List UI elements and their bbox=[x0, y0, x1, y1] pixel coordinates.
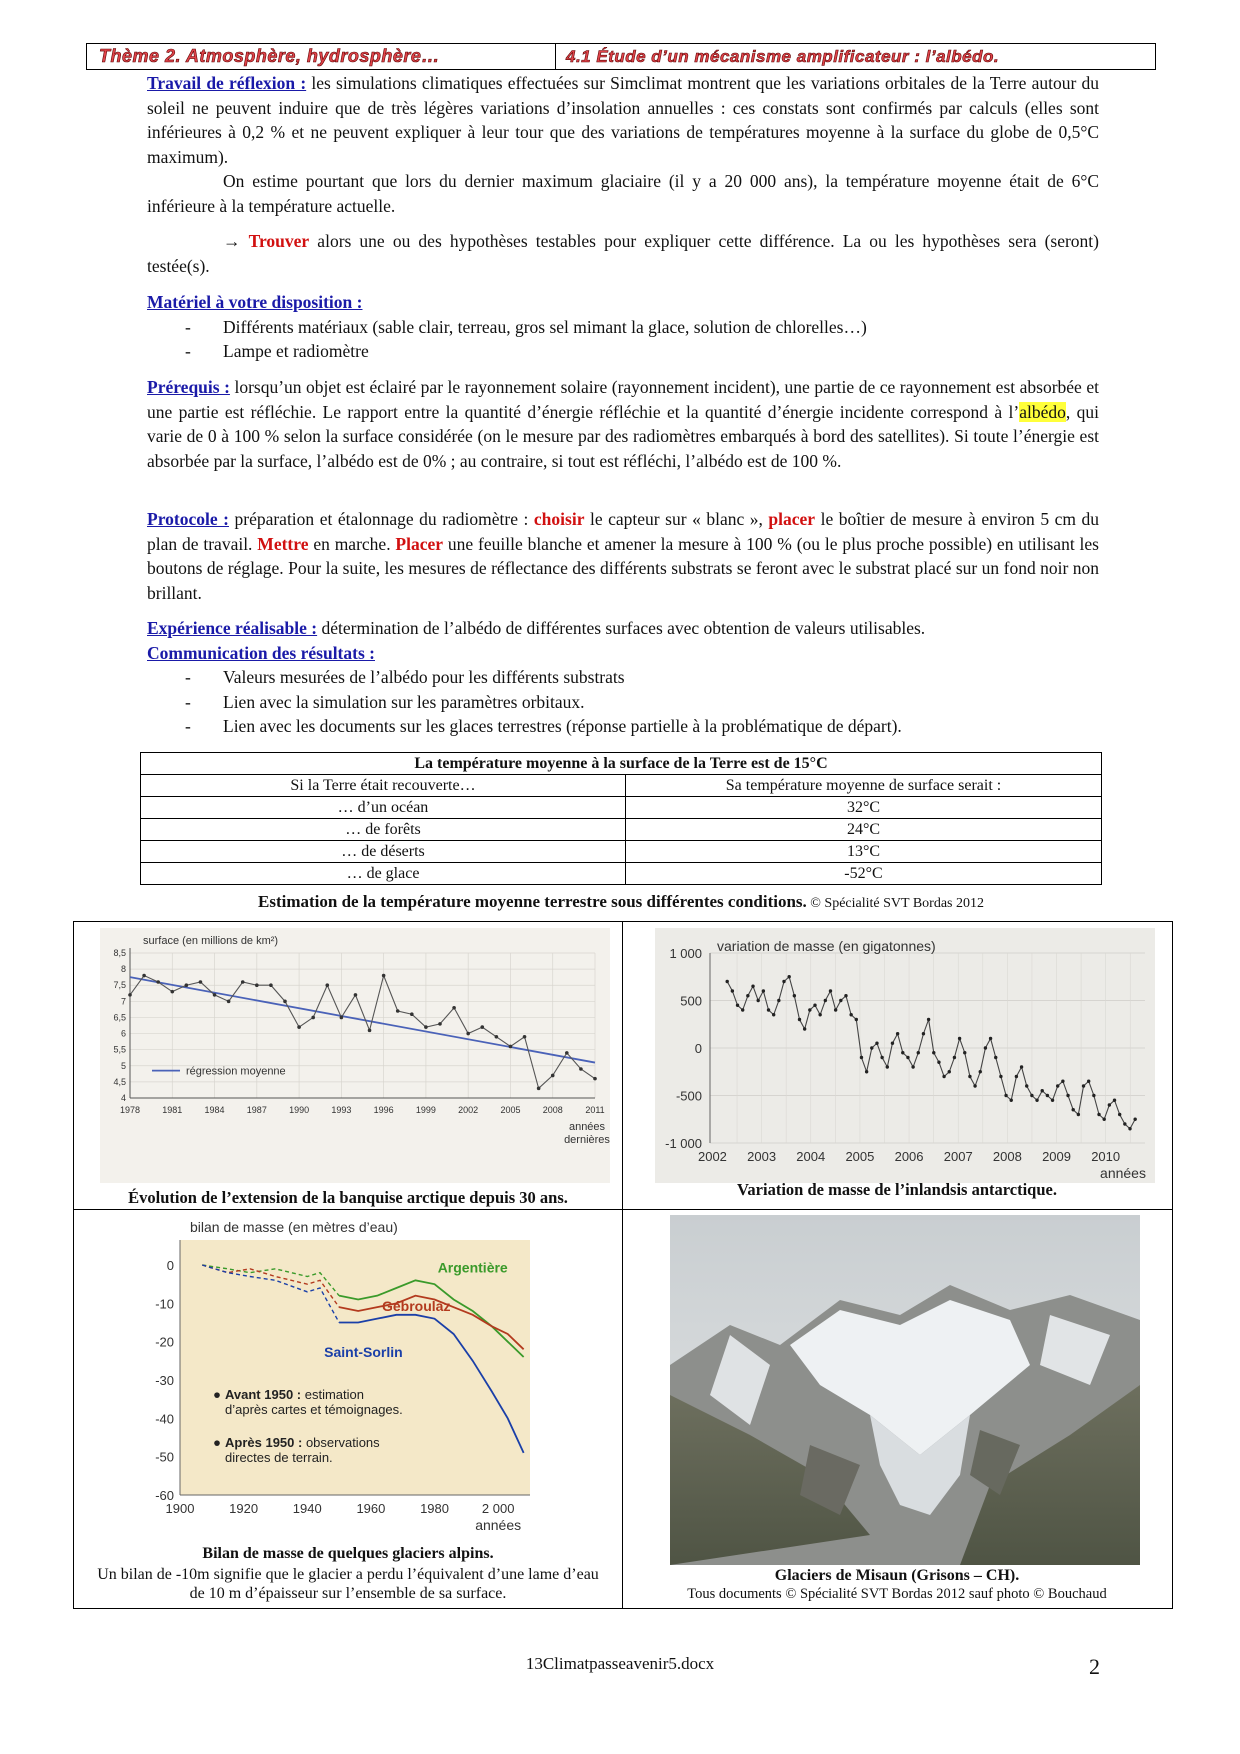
data-point bbox=[813, 1004, 816, 1007]
data-point bbox=[1113, 1099, 1116, 1102]
protocole-verb: Placer bbox=[395, 533, 444, 554]
annotation-text: Avant 1950 : estimation bbox=[225, 1387, 364, 1403]
data-point bbox=[1077, 1113, 1080, 1116]
x-tick-label: 2006 bbox=[894, 1149, 924, 1164]
y-tick-label: -30 bbox=[155, 1373, 174, 1388]
travail-heading: Travail de réflexion : bbox=[147, 73, 307, 93]
data-point bbox=[1051, 1099, 1054, 1102]
x-tick-label: 1960 bbox=[356, 1501, 386, 1516]
data-point bbox=[834, 1008, 837, 1011]
data-point bbox=[844, 994, 847, 997]
data-point bbox=[283, 1000, 287, 1004]
data-point bbox=[255, 983, 259, 987]
data-point bbox=[932, 1051, 935, 1054]
data-point bbox=[1097, 1113, 1100, 1116]
y-tick-label: 7 bbox=[120, 996, 126, 1007]
y-tick-label: -50 bbox=[155, 1449, 174, 1465]
data-point bbox=[731, 989, 734, 992]
x-tick-label: 1900 bbox=[165, 1501, 195, 1516]
prerequis-block bbox=[147, 375, 1099, 473]
bullet-icon bbox=[214, 1440, 220, 1446]
data-point bbox=[901, 1051, 904, 1054]
y-tick-label: 8 bbox=[120, 964, 126, 975]
data-point bbox=[746, 994, 749, 997]
data-point bbox=[480, 1025, 484, 1029]
page-header bbox=[86, 43, 1156, 70]
fig4-credit: Tous documents © Spécialité SVT Bordas 2012 sauf photo © Bouchaud bbox=[687, 1586, 1107, 1602]
data-point bbox=[1102, 1118, 1105, 1121]
data-point bbox=[891, 1042, 894, 1045]
data-point bbox=[818, 1013, 821, 1016]
annotation-text: d’après cartes et témoignages. bbox=[225, 1402, 403, 1418]
x-axis-label: dernières bbox=[564, 1134, 610, 1146]
protocole-verb: placer bbox=[768, 509, 816, 529]
data-point bbox=[839, 999, 842, 1002]
y-axis-label: variation de masse (en gigatonnes) bbox=[717, 938, 936, 954]
alpine-glaciers-chart bbox=[150, 1215, 560, 1545]
data-point bbox=[937, 1061, 940, 1064]
data-point bbox=[1035, 1099, 1038, 1102]
data-point bbox=[1061, 1080, 1064, 1083]
data-point bbox=[1015, 1075, 1018, 1078]
travail-text2: On estime pourtant que lors du dernier maximum glaciaire (il y a 20 000 ans), la température moyenne était de 6°C inférieure à la température actuelle. bbox=[147, 171, 1099, 216]
data-point bbox=[368, 1029, 372, 1033]
data-point bbox=[579, 1067, 583, 1071]
y-tick-label: 6,5 bbox=[113, 1012, 126, 1023]
protocole-text: une feuille blanche et amener la mesure à 100 % (ou le plus proche possible) en utilisant les boutons de réglage. Pour la suite, les mesures de réflectance des différents substrats se feront avec le substrat placé sur un fond noir non brillant. bbox=[147, 533, 1099, 603]
data-point bbox=[984, 1046, 987, 1049]
table-caption-text: Estimation de la température moyenne terrestre sous différentes conditions. bbox=[257, 892, 807, 911]
data-point bbox=[1092, 1094, 1095, 1097]
data-point bbox=[1025, 1084, 1028, 1087]
data-point bbox=[741, 1008, 744, 1011]
table-row bbox=[141, 841, 1102, 863]
data-point bbox=[354, 993, 358, 997]
y-tick-label: 5,5 bbox=[113, 1044, 126, 1055]
y-tick-label: -40 bbox=[155, 1411, 174, 1427]
data-point bbox=[855, 1018, 858, 1021]
x-tick-label: 1990 bbox=[289, 1105, 310, 1115]
protocole-verb: Mettre bbox=[257, 533, 309, 554]
x-tick-label: 2008 bbox=[542, 1105, 563, 1115]
list-item: - Valeurs mesurées de l’albédo pour les différents substrats bbox=[147, 665, 1099, 690]
data-point bbox=[860, 1056, 863, 1059]
data-point bbox=[772, 1013, 775, 1016]
data-point bbox=[979, 1070, 982, 1073]
series-label: Gébroulaz bbox=[381, 1298, 451, 1314]
x-tick-label: 1984 bbox=[204, 1105, 225, 1115]
experience-text: détermination de l’albédo de différentes surfaces avec obtention de valeurs utilisables. bbox=[317, 618, 926, 638]
list-item: - Lien avec les documents sur les glaces terrestres (réponse partielle à la problématique de départ). bbox=[147, 714, 1099, 739]
y-tick-label: -20 bbox=[155, 1334, 174, 1350]
y-tick-label: 1 000 bbox=[669, 946, 702, 961]
x-tick-label: 2004 bbox=[796, 1149, 826, 1164]
data-point bbox=[213, 993, 217, 997]
x-tick-label: 2 000 bbox=[481, 1501, 515, 1516]
travail-text3: alors une ou des hypothèses testables pour expliquer cette différence. La ou les hypothèses sera (seront) testée(s). bbox=[147, 231, 1099, 276]
table-cell: 24°C bbox=[626, 819, 1102, 841]
table-cell: … d’un océan bbox=[141, 797, 626, 819]
legend-label: régression moyenne bbox=[186, 1065, 286, 1078]
data-point bbox=[994, 1056, 997, 1059]
y-tick-label: 0 bbox=[166, 1258, 174, 1273]
data-point bbox=[870, 1046, 873, 1049]
table-title: La température moyenne à la surface de la Terre est de 15°C bbox=[141, 753, 1102, 775]
protocole-verb: choisir bbox=[533, 509, 585, 529]
x-tick-label: 1996 bbox=[373, 1105, 394, 1115]
data-point bbox=[128, 993, 132, 997]
data-point bbox=[495, 1035, 499, 1039]
table-cell: 32°C bbox=[626, 797, 1102, 819]
arrow-icon: → bbox=[223, 231, 249, 251]
data-point bbox=[227, 1000, 231, 1004]
prerequis-text-b: , qui varie de 0 à 100 % selon la surface considérée (on le mesure par des radiomètres embarqués à bord des satellites). Si toute l’énergie est absorbée par la surface, l’albédo est de 0% ; au contraire, si tout est réfléchi, l’albédo est de 100 %. bbox=[147, 401, 1099, 471]
y-tick-label: 8,5 bbox=[113, 948, 126, 958]
data-point bbox=[509, 1045, 513, 1049]
theme-title: Thème 2. Atmosphère, hydrosphère… bbox=[87, 44, 556, 69]
data-point bbox=[927, 1018, 930, 1021]
chart-background bbox=[100, 928, 610, 1183]
data-point bbox=[787, 975, 790, 978]
fig3-caption: Bilan de masse de quelques glaciers alpins. bbox=[202, 1545, 494, 1562]
data-point bbox=[424, 1025, 428, 1029]
table-header: Si la Terre était recouverte… bbox=[141, 775, 626, 797]
protocole-block bbox=[147, 507, 1099, 605]
y-axis-label: bilan de masse (en mètres d’eau) bbox=[190, 1219, 398, 1235]
fig4-caption: Glaciers de Misaun (Grisons – CH). bbox=[774, 1567, 1020, 1584]
travail-verb: Trouver bbox=[248, 231, 310, 251]
data-point bbox=[948, 1070, 951, 1073]
data-point bbox=[199, 980, 203, 984]
table-row bbox=[141, 819, 1102, 841]
data-point bbox=[593, 1077, 597, 1081]
y-tick-label: -10 bbox=[155, 1296, 174, 1312]
data-point bbox=[1030, 1094, 1033, 1097]
y-tick-label: -1 000 bbox=[665, 1136, 702, 1151]
data-point bbox=[824, 999, 827, 1002]
data-point bbox=[438, 1022, 442, 1026]
data-point bbox=[185, 983, 189, 987]
x-tick-label: 1987 bbox=[246, 1105, 267, 1115]
figures-divider-v bbox=[622, 921, 623, 1608]
data-point bbox=[170, 990, 174, 994]
communication-heading: Communication des résultats : bbox=[147, 642, 375, 663]
data-point bbox=[953, 1056, 956, 1059]
data-point bbox=[736, 1004, 739, 1007]
annotation-text: directes de terrain. bbox=[225, 1450, 333, 1466]
data-point bbox=[142, 974, 146, 978]
data-point bbox=[875, 1042, 878, 1045]
protocole-heading: Protocole : bbox=[147, 509, 229, 529]
table-cell: 13°C bbox=[626, 841, 1102, 863]
series-label: Saint-Sorlin bbox=[324, 1344, 403, 1360]
data-point bbox=[968, 1075, 971, 1078]
x-tick-label: 1978 bbox=[119, 1105, 141, 1115]
x-tick-label: 1981 bbox=[162, 1105, 183, 1115]
data-point bbox=[896, 1032, 899, 1035]
data-point bbox=[767, 1008, 770, 1011]
bullet-icon bbox=[214, 1392, 220, 1398]
data-point bbox=[726, 980, 729, 983]
data-point bbox=[297, 1025, 301, 1029]
data-point bbox=[751, 985, 754, 988]
data-point bbox=[1118, 1113, 1121, 1116]
table-row bbox=[141, 863, 1102, 885]
data-point bbox=[1020, 1065, 1023, 1068]
experience-block bbox=[147, 616, 1099, 739]
protocole-text: en marche. bbox=[308, 533, 396, 554]
y-tick-label: 500 bbox=[680, 993, 702, 1009]
x-tick-label: 1999 bbox=[415, 1105, 436, 1115]
experience-heading: Expérience réalisable : bbox=[147, 618, 318, 638]
x-axis-label: années bbox=[475, 1517, 522, 1533]
data-point bbox=[886, 1065, 889, 1068]
data-point bbox=[808, 1008, 811, 1011]
x-tick-label: 2010 bbox=[1091, 1149, 1121, 1164]
y-tick-label: -500 bbox=[675, 1088, 702, 1104]
data-point bbox=[829, 989, 832, 992]
data-point bbox=[911, 1065, 914, 1068]
data-point bbox=[565, 1051, 569, 1055]
data-point bbox=[1087, 1080, 1090, 1083]
data-point bbox=[917, 1051, 920, 1054]
antarctic-mass-chart bbox=[655, 928, 1155, 1183]
data-point bbox=[466, 1032, 470, 1036]
data-point bbox=[1041, 1089, 1044, 1092]
data-point bbox=[958, 1037, 961, 1040]
data-point bbox=[762, 989, 765, 992]
x-axis-label: années bbox=[1100, 1165, 1146, 1181]
table-credit: © Spécialité SVT Bordas 2012 bbox=[806, 896, 984, 911]
data-point bbox=[777, 999, 780, 1002]
data-point bbox=[1066, 1094, 1069, 1097]
y-tick-label: 4,5 bbox=[113, 1076, 126, 1087]
data-point bbox=[1082, 1084, 1085, 1087]
albedo-highlight: albédo bbox=[1019, 401, 1066, 422]
data-point bbox=[793, 994, 796, 997]
list-item: - Différents matériaux (sable clair, terreau, gros sel mimant la glace, solution de chlorelles…) bbox=[147, 315, 1099, 340]
fig1-caption: Évolution de l’extension de la banquise arctique depuis 30 ans. bbox=[128, 1188, 568, 1207]
data-point bbox=[756, 999, 759, 1002]
y-tick-label: -60 bbox=[155, 1488, 174, 1503]
table-cell: … de déserts bbox=[141, 841, 626, 863]
glacier-photo bbox=[670, 1215, 1140, 1565]
data-point bbox=[999, 1075, 1002, 1078]
fig3-note: Un bilan de -10m signifie que le glacier a perdu l’équivalent d’une lame d’eau de 10 m d’épaisseur sur l’ensemble de sa surface. bbox=[97, 1566, 599, 1602]
prerequis-heading: Prérequis : bbox=[147, 377, 230, 397]
temperature-table bbox=[140, 752, 1102, 885]
y-tick-label: 4 bbox=[120, 1093, 126, 1103]
table-cell: … de forêts bbox=[141, 819, 626, 841]
data-point bbox=[973, 1084, 976, 1087]
data-point bbox=[1010, 1099, 1013, 1102]
table-caption bbox=[140, 892, 1102, 912]
x-tick-label: 2002 bbox=[697, 1149, 727, 1164]
travail-block bbox=[147, 71, 1099, 278]
data-point bbox=[798, 1018, 801, 1021]
data-point bbox=[1056, 1084, 1059, 1087]
sea-ice-chart bbox=[100, 928, 610, 1183]
data-point bbox=[537, 1087, 541, 1091]
x-tick-label: 1993 bbox=[331, 1105, 352, 1115]
footer-filename: 13Climatpasseavenir5.docx bbox=[525, 1654, 715, 1673]
prerequis-text-a: lorsqu’un objet est éclairé par le rayonnement solaire (rayonnement incident), une partie de ce rayonnement est absorbée et une partie est réfléchie. Le rapport entre la quantité d’énergie réfléchie et la quantité d’énergie incidente correspond à l’ bbox=[147, 377, 1099, 422]
data-point bbox=[311, 1016, 315, 1020]
data-point bbox=[865, 1070, 868, 1073]
y-tick-label: 7,5 bbox=[113, 980, 126, 991]
data-point bbox=[922, 1032, 925, 1035]
y-tick-label: 5 bbox=[120, 1060, 126, 1071]
data-point bbox=[849, 1013, 852, 1016]
x-tick-label: 2005 bbox=[500, 1105, 521, 1115]
data-point bbox=[989, 1037, 992, 1040]
data-point bbox=[452, 1006, 456, 1010]
data-point bbox=[880, 1056, 883, 1059]
x-tick-label: 2009 bbox=[1042, 1149, 1071, 1164]
data-point bbox=[782, 980, 785, 983]
data-point bbox=[1123, 1122, 1126, 1125]
x-tick-label: 2011 bbox=[585, 1105, 605, 1115]
data-point bbox=[1004, 1094, 1007, 1097]
series-label: Argentière bbox=[437, 1259, 508, 1276]
list-item: - Lampe et radiomètre bbox=[147, 339, 1099, 364]
data-point bbox=[551, 1074, 555, 1078]
x-tick-label: 1920 bbox=[229, 1501, 259, 1516]
data-point bbox=[396, 1009, 400, 1013]
data-point bbox=[156, 980, 160, 984]
data-point bbox=[325, 983, 329, 987]
list-item: - Lien avec la simulation sur les paramètres orbitaux. bbox=[147, 690, 1099, 715]
table-cell: … de glace bbox=[141, 863, 626, 885]
y-axis-label: surface (en millions de km²) bbox=[143, 935, 279, 947]
data-point bbox=[1133, 1118, 1136, 1121]
x-tick-label: 1980 bbox=[420, 1501, 450, 1516]
materiel-block bbox=[147, 290, 1099, 364]
fig2-caption: Variation de masse de l’inlandsis antarctique. bbox=[737, 1180, 1057, 1199]
x-tick-label: 2003 bbox=[747, 1149, 777, 1164]
table-header: Sa température moyenne de surface serait : bbox=[626, 775, 1102, 797]
annotation-text: Après 1950 : observations bbox=[225, 1435, 380, 1451]
data-point bbox=[1128, 1127, 1131, 1130]
data-point bbox=[523, 1035, 527, 1039]
data-point bbox=[942, 1075, 945, 1078]
figures-divider-h bbox=[73, 1209, 1172, 1210]
data-point bbox=[410, 1012, 414, 1016]
data-point bbox=[241, 980, 245, 984]
page-number: 2 bbox=[1089, 1654, 1100, 1679]
protocole-text: préparation et étalonnage du radiomètre : bbox=[228, 509, 534, 529]
x-tick-label: 2008 bbox=[992, 1149, 1022, 1164]
protocole-text: le boîtier de mesure à environ 5 cm du plan de travail. bbox=[147, 509, 1100, 554]
data-point bbox=[340, 1016, 344, 1020]
data-point bbox=[1046, 1094, 1049, 1097]
y-tick-label: 6 bbox=[120, 1028, 126, 1039]
table-cell: -52°C bbox=[626, 863, 1102, 885]
data-point bbox=[269, 983, 273, 987]
protocole-text: le capteur sur « blanc », bbox=[584, 509, 769, 529]
materiel-heading: Matériel à votre disposition : bbox=[147, 292, 363, 312]
data-point bbox=[803, 1027, 806, 1030]
data-point bbox=[1072, 1108, 1075, 1111]
data-point bbox=[382, 974, 386, 978]
x-tick-label: 2002 bbox=[458, 1105, 479, 1115]
travail-text: les simulations climatiques effectuées sur Simclimat montrent que les variations orbitales de la Terre autour du soleil ne peuvent induire que de très légères variations d’insolation annuelles : ces constats sont confirmés par calculs (elles sont inférieures à 0,2 % et ne peuvent expliquer à leur tour que des variations de températures moyenne à la surface du globe de 0,5°C maximum). bbox=[147, 73, 1100, 167]
data-point bbox=[1108, 1103, 1111, 1106]
table-row bbox=[141, 797, 1102, 819]
x-tick-label: 2007 bbox=[943, 1149, 973, 1164]
data-point bbox=[906, 1056, 909, 1059]
x-axis-label: années bbox=[568, 1121, 606, 1133]
section-title: 4.1 Étude d’un mécanisme amplificateur : l’albédo. bbox=[566, 46, 1000, 66]
x-tick-label: 2005 bbox=[845, 1149, 875, 1164]
data-point bbox=[963, 1051, 966, 1054]
y-tick-label: 0 bbox=[694, 1041, 702, 1056]
x-tick-label: 1940 bbox=[292, 1501, 322, 1516]
